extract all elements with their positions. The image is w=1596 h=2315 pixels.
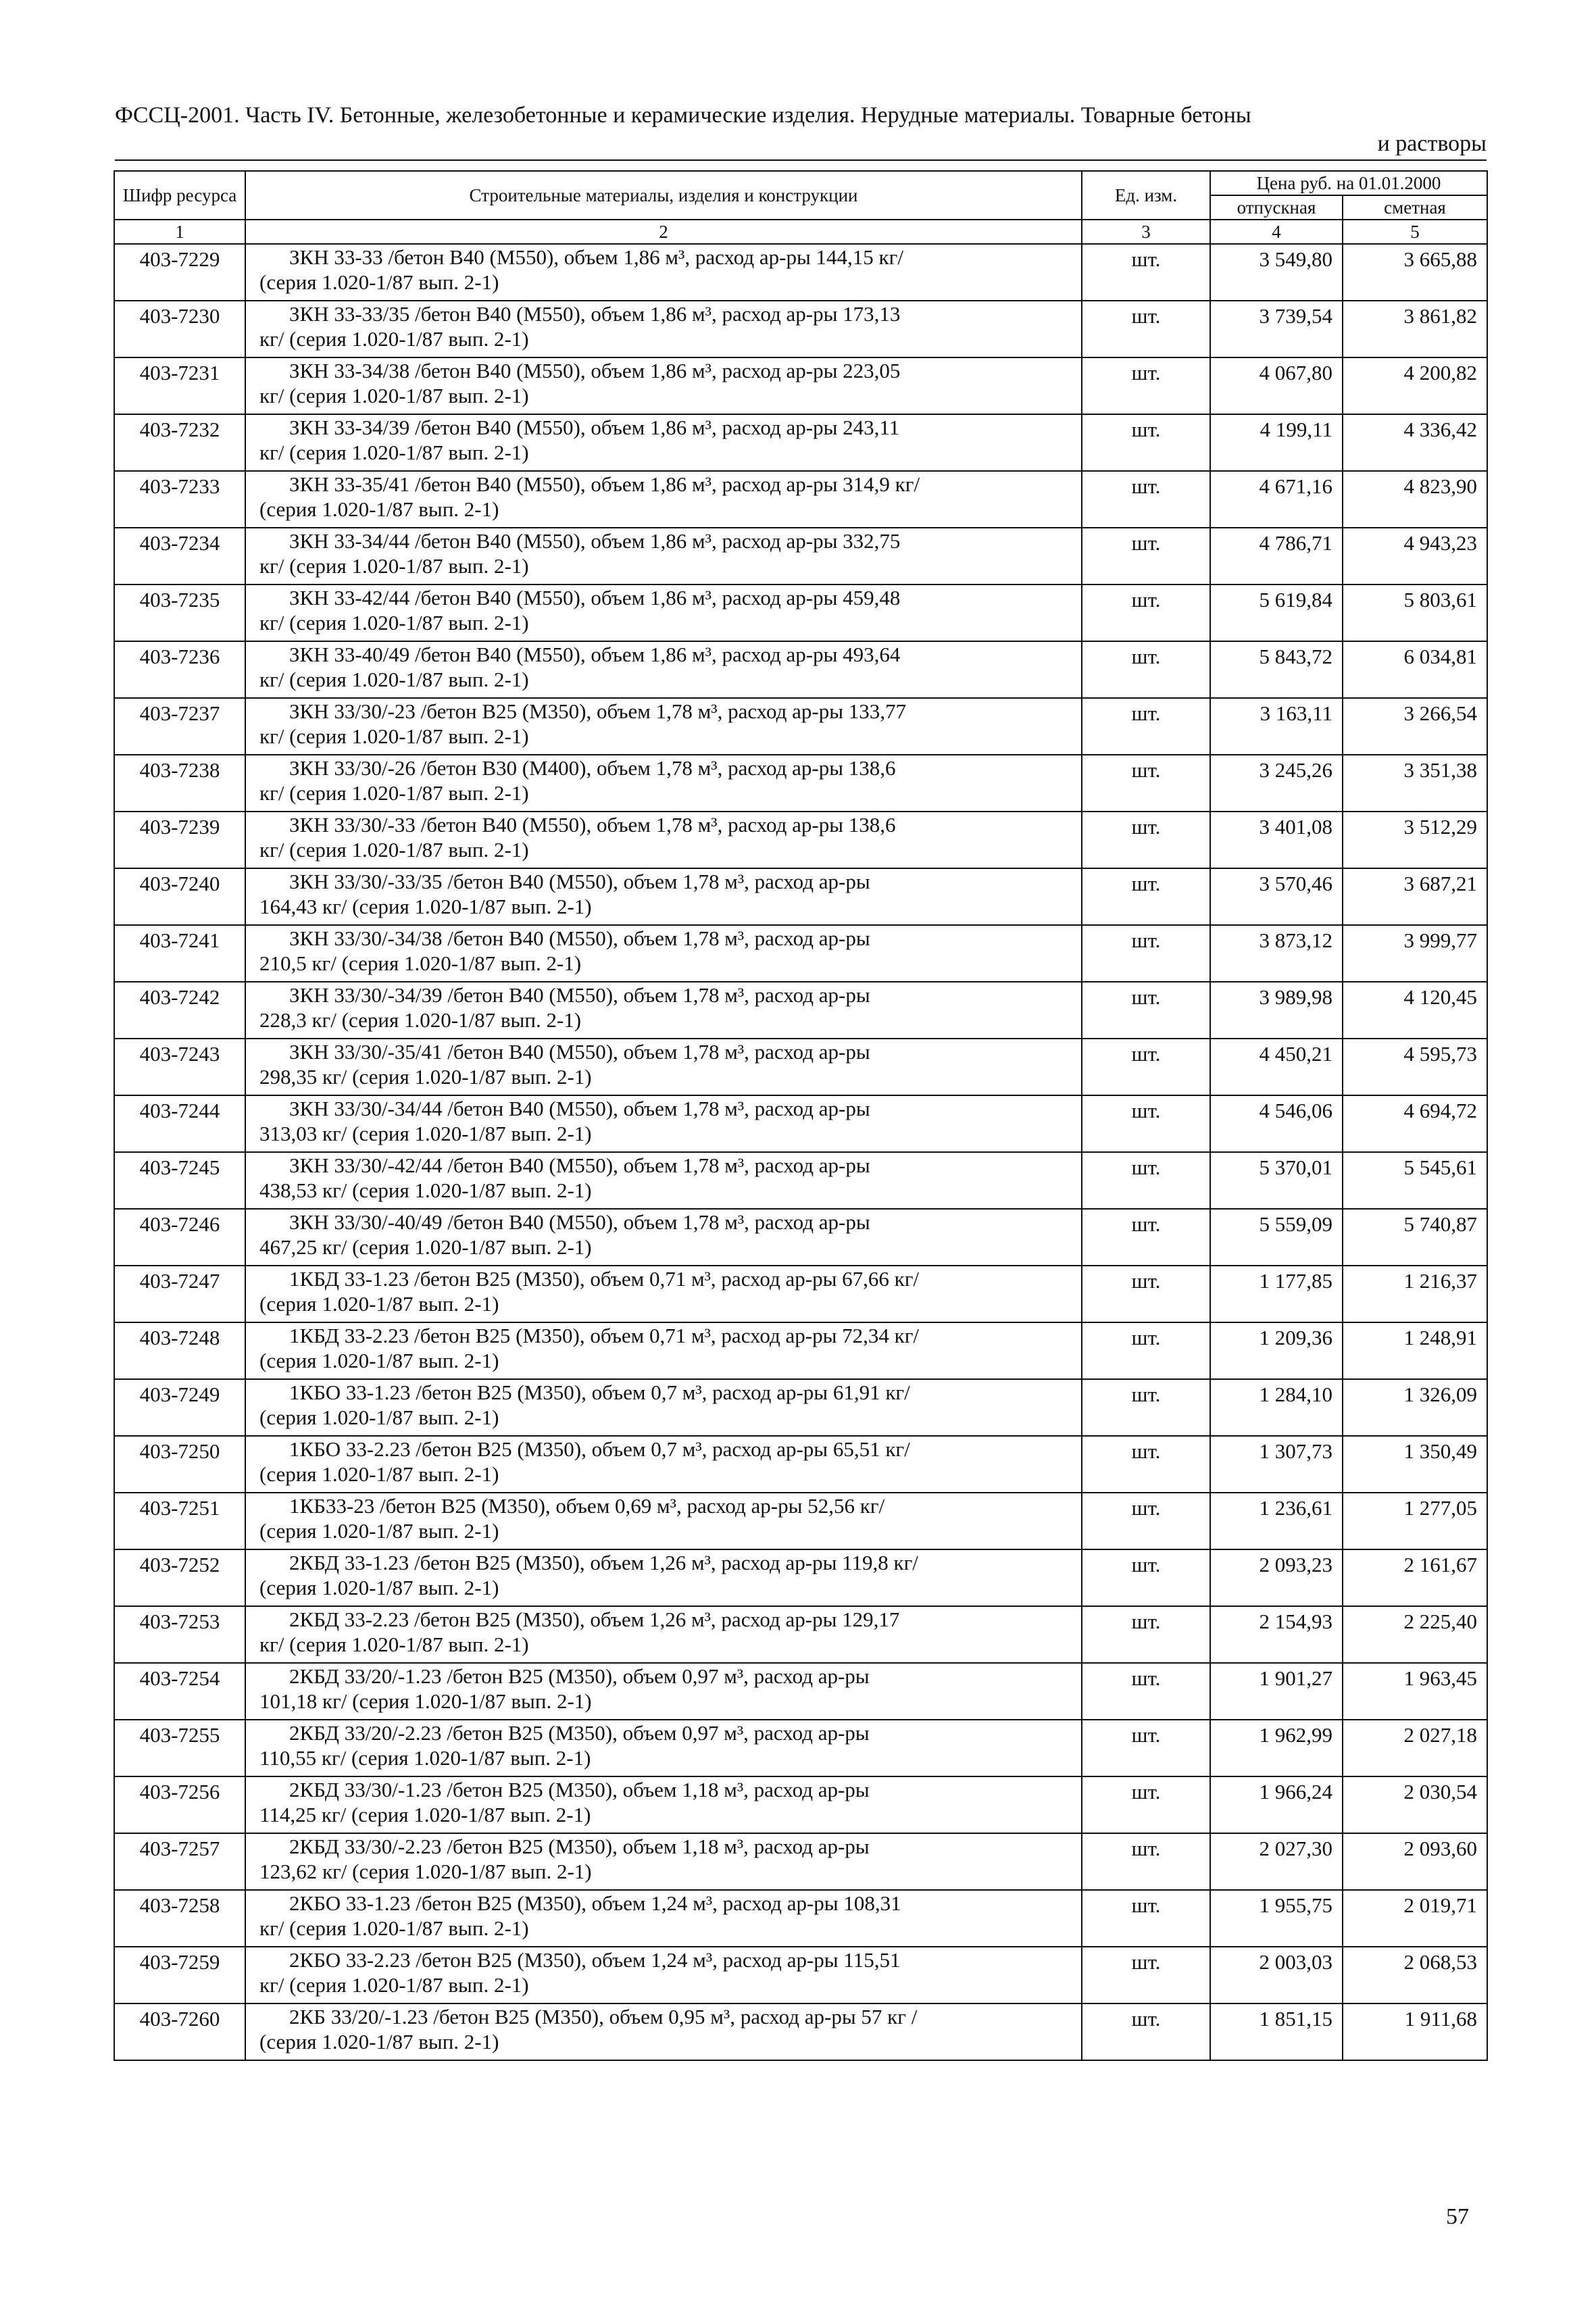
- material-description: [245, 812, 1082, 868]
- release-price-cell: 1 955,75: [1210, 1890, 1343, 1947]
- description-line-2: (серия 1.020-1/87 вып. 2-1): [259, 1405, 499, 1429]
- release-price-cell: 2 154,93: [1210, 1606, 1343, 1663]
- release-price-cell: 1 177,85: [1210, 1266, 1343, 1322]
- unit-cell: шт.: [1082, 471, 1210, 528]
- unit-cell: шт.: [1082, 1322, 1210, 1379]
- description-line-1: 1КБ33-23 /бетон В25 (М350), объем 0,69 м³, расход ар-ры 52,56 кг/: [289, 1494, 885, 1518]
- description-line-1: ЗКН 33/30/-26 /бетон В30 (М400), объем 1,78 м³, расход ар-ры 138,6: [289, 756, 896, 780]
- unit-cell: шт.: [1082, 414, 1210, 471]
- description-line-2: (серия 1.020-1/87 вып. 2-1): [259, 2030, 499, 2053]
- table-row: [114, 812, 1487, 868]
- release-price-cell: 3 570,46: [1210, 868, 1343, 925]
- unit-cell: шт.: [1082, 925, 1210, 982]
- header-price-estimate: сметная: [1343, 195, 1487, 220]
- page-title: [115, 101, 1487, 158]
- release-price-cell: 5 619,84: [1210, 584, 1343, 641]
- unit-cell: шт.: [1082, 528, 1210, 584]
- description-line-1: ЗКН 33-34/38 /бетон В40 (М550), объем 1,86 м³, расход ар-ры 223,05: [289, 359, 901, 382]
- material-description: [245, 1720, 1082, 1776]
- column-number: 2: [245, 220, 1082, 244]
- release-price-cell: 1 966,24: [1210, 1776, 1343, 1833]
- description-line-2: (серия 1.020-1/87 вып. 2-1): [259, 1519, 499, 1543]
- description-line-1: ЗКН 33-34/44 /бетон В40 (М550), объем 1,86 м³, расход ар-ры 332,75: [289, 529, 901, 553]
- description-line-2: кг/ (серия 1.020-1/87 вып. 2-1): [259, 724, 529, 748]
- material-description: [245, 471, 1082, 528]
- material-description: [245, 1436, 1082, 1493]
- release-price-cell: 3 989,98: [1210, 982, 1343, 1039]
- material-description: [245, 868, 1082, 925]
- estimate-price-cell: 2 019,71: [1343, 1890, 1487, 1947]
- release-price-cell: 1 962,99: [1210, 1720, 1343, 1776]
- unit-cell: шт.: [1082, 1606, 1210, 1663]
- material-description: [245, 1663, 1082, 1720]
- table-row: [114, 1663, 1487, 1720]
- unit-cell: шт.: [1082, 755, 1210, 812]
- material-description: [245, 641, 1082, 698]
- table-row: [114, 1549, 1487, 1606]
- release-price-cell: 3 739,54: [1210, 301, 1343, 357]
- table-row: [114, 1606, 1487, 1663]
- estimate-price-cell: 1 963,45: [1343, 1663, 1487, 1720]
- estimate-price-cell: 6 034,81: [1343, 641, 1487, 698]
- estimate-price-cell: 5 545,61: [1343, 1152, 1487, 1209]
- table-row: [114, 1947, 1487, 2003]
- description-line-1: 2КБД 33-2.23 /бетон В25 (М350), объем 1,26 м³, расход ар-ры 129,17: [289, 1608, 900, 1631]
- description-line-2: кг/ (серия 1.020-1/87 вып. 2-1): [259, 1633, 529, 1656]
- resource-code: 403-7232: [114, 414, 245, 471]
- material-description: [245, 1606, 1082, 1663]
- description-line-2: (серия 1.020-1/87 вып. 2-1): [259, 1349, 499, 1372]
- resource-code: 403-7243: [114, 1039, 245, 1095]
- description-line-2: 210,5 кг/ (серия 1.020-1/87 вып. 2-1): [259, 951, 582, 975]
- release-price-cell: 5 843,72: [1210, 641, 1343, 698]
- resource-code: 403-7251: [114, 1493, 245, 1549]
- table-row: [114, 1039, 1487, 1095]
- material-description: [245, 698, 1082, 755]
- unit-cell: шт.: [1082, 1720, 1210, 1776]
- column-number: 4: [1210, 220, 1343, 244]
- estimate-price-cell: 4 200,82: [1343, 357, 1487, 414]
- material-description: [245, 1095, 1082, 1152]
- unit-cell: шт.: [1082, 244, 1210, 301]
- table-row: [114, 357, 1487, 414]
- estimate-price-cell: 3 665,88: [1343, 244, 1487, 301]
- estimate-price-cell: 1 277,05: [1343, 1493, 1487, 1549]
- price-table: [114, 170, 1488, 2061]
- resource-code: 403-7250: [114, 1436, 245, 1493]
- release-price-cell: 1 284,10: [1210, 1379, 1343, 1436]
- description-line-2: кг/ (серия 1.020-1/87 вып. 2-1): [259, 781, 529, 805]
- table-row: [114, 2003, 1487, 2060]
- resource-code: 403-7252: [114, 1549, 245, 1606]
- estimate-price-cell: 3 266,54: [1343, 698, 1487, 755]
- material-description: [245, 925, 1082, 982]
- description-line-2: (серия 1.020-1/87 вып. 2-1): [259, 1462, 499, 1486]
- table-row: [114, 414, 1487, 471]
- material-description: [245, 1266, 1082, 1322]
- description-line-1: ЗКН 33/30/-33 /бетон В40 (М550), объем 1,78 м³, расход ар-ры 138,6: [289, 813, 896, 837]
- header-price-group: Цена руб. на 01.01.2000: [1210, 171, 1487, 195]
- description-line-1: ЗКН 33/30/-34/39 /бетон В40 (М550), объем 1,78 м³, расход ар-ры: [289, 983, 870, 1007]
- description-line-2: кг/ (серия 1.020-1/87 вып. 2-1): [259, 838, 529, 862]
- description-line-1: ЗКН 33-42/44 /бетон В40 (М550), объем 1,86 м³, расход ар-ры 459,48: [289, 586, 901, 609]
- release-price-cell: 1 209,36: [1210, 1322, 1343, 1379]
- material-description: [245, 1947, 1082, 2003]
- unit-cell: шт.: [1082, 1776, 1210, 1833]
- estimate-price-cell: 3 512,29: [1343, 812, 1487, 868]
- release-price-cell: 3 873,12: [1210, 925, 1343, 982]
- material-description: [245, 1776, 1082, 1833]
- material-description: [245, 2003, 1082, 2060]
- release-price-cell: 4 671,16: [1210, 471, 1343, 528]
- description-line-1: ЗКН 33/30/-42/44 /бетон В40 (М550), объем 1,78 м³, расход ар-ры: [289, 1153, 870, 1177]
- estimate-price-cell: 1 326,09: [1343, 1379, 1487, 1436]
- estimate-price-cell: 2 093,60: [1343, 1833, 1487, 1890]
- release-price-cell: 3 549,80: [1210, 244, 1343, 301]
- description-line-1: 2КБД 33-1.23 /бетон В25 (М350), объем 1,26 м³, расход ар-ры 119,8 кг/: [289, 1551, 918, 1574]
- estimate-price-cell: 3 861,82: [1343, 301, 1487, 357]
- description-line-1: 1КБО 33-1.23 /бетон В25 (М350), объем 0,7 м³, расход ар-ры 61,91 кг/: [289, 1380, 910, 1404]
- release-price-cell: 4 786,71: [1210, 528, 1343, 584]
- material-description: [245, 1549, 1082, 1606]
- resource-code: 403-7256: [114, 1776, 245, 1833]
- estimate-price-cell: 4 120,45: [1343, 982, 1487, 1039]
- estimate-price-cell: 3 687,21: [1343, 868, 1487, 925]
- header-description: Строительные материалы, изделия и конструкции: [245, 171, 1082, 220]
- estimate-price-cell: 5 740,87: [1343, 1209, 1487, 1266]
- material-description: [245, 1152, 1082, 1209]
- resource-code: 403-7238: [114, 755, 245, 812]
- table-row: [114, 1095, 1487, 1152]
- table-row: [114, 471, 1487, 528]
- description-line-1: ЗКН 33/30/-40/49 /бетон В40 (М550), объем 1,78 м³, расход ар-ры: [289, 1210, 870, 1234]
- release-price-cell: 4 199,11: [1210, 414, 1343, 471]
- description-line-2: кг/ (серия 1.020-1/87 вып. 2-1): [259, 327, 529, 351]
- unit-cell: шт.: [1082, 2003, 1210, 2060]
- release-price-cell: 4 546,06: [1210, 1095, 1343, 1152]
- header-unit: Ед. изм.: [1082, 171, 1210, 220]
- description-line-1: 2КБО 33-1.23 /бетон В25 (М350), объем 1,24 м³, расход ар-ры 108,31: [289, 1891, 901, 1915]
- column-number: 3: [1082, 220, 1210, 244]
- page-number: 57: [1446, 2204, 1469, 2229]
- title-line-1: ФССЦ-2001. Часть IV. Бетонные, железобетонные и керамические изделия. Нерудные материалы. Товарные бетоны: [115, 103, 1251, 128]
- unit-cell: шт.: [1082, 1493, 1210, 1549]
- resource-code: 403-7231: [114, 357, 245, 414]
- table-row: [114, 1776, 1487, 1833]
- material-description: [245, 1322, 1082, 1379]
- table-row: [114, 1379, 1487, 1436]
- resource-code: 403-7246: [114, 1209, 245, 1266]
- table-row: [114, 1322, 1487, 1379]
- resource-code: 403-7254: [114, 1663, 245, 1720]
- description-line-1: 2КБ 33/20/-1.23 /бетон В25 (М350), объем 0,95 м³, расход ар-ры 57 кг /: [289, 2005, 918, 2028]
- resource-code: 403-7249: [114, 1379, 245, 1436]
- table-row: [114, 301, 1487, 357]
- estimate-price-cell: 2 161,67: [1343, 1549, 1487, 1606]
- resource-code: 403-7244: [114, 1095, 245, 1152]
- table-row: [114, 1266, 1487, 1322]
- description-line-1: ЗКН 33-35/41 /бетон В40 (М550), объем 1,86 м³, расход ар-ры 314,9 кг/: [289, 472, 920, 496]
- table-row: [114, 925, 1487, 982]
- material-description: [245, 1379, 1082, 1436]
- description-line-2: 228,3 кг/ (серия 1.020-1/87 вып. 2-1): [259, 1008, 582, 1032]
- release-price-cell: 1 236,61: [1210, 1493, 1343, 1549]
- estimate-price-cell: 4 943,23: [1343, 528, 1487, 584]
- resource-code: 403-7233: [114, 471, 245, 528]
- header-price-release: отпускная: [1210, 195, 1343, 220]
- estimate-price-cell: 1 350,49: [1343, 1436, 1487, 1493]
- table-row: [114, 698, 1487, 755]
- description-line-2: (серия 1.020-1/87 вып. 2-1): [259, 270, 499, 294]
- resource-code: 403-7253: [114, 1606, 245, 1663]
- material-description: [245, 1039, 1082, 1095]
- description-line-1: 2КБО 33-2.23 /бетон В25 (М350), объем 1,24 м³, расход ар-ры 115,51: [289, 1948, 901, 1972]
- unit-cell: шт.: [1082, 1039, 1210, 1095]
- description-line-2: 298,35 кг/ (серия 1.020-1/87 вып. 2-1): [259, 1065, 592, 1089]
- description-line-2: кг/ (серия 1.020-1/87 вып. 2-1): [259, 1973, 529, 1997]
- release-price-cell: 1 851,15: [1210, 2003, 1343, 2060]
- release-price-cell: 5 370,01: [1210, 1152, 1343, 1209]
- estimate-price-cell: 4 595,73: [1343, 1039, 1487, 1095]
- estimate-price-cell: 1 248,91: [1343, 1322, 1487, 1379]
- description-line-1: ЗКН 33/30/-34/38 /бетон В40 (М550), объем 1,78 м³, расход ар-ры: [289, 926, 870, 950]
- release-price-cell: 2 027,30: [1210, 1833, 1343, 1890]
- description-line-1: 1КБД 33-2.23 /бетон В25 (М350), объем 0,71 м³, расход ар-ры 72,34 кг/: [289, 1324, 920, 1347]
- resource-code: 403-7260: [114, 2003, 245, 2060]
- resource-code: 403-7242: [114, 982, 245, 1039]
- title-line-2: и растворы: [1377, 131, 1487, 156]
- release-price-cell: 2 093,23: [1210, 1549, 1343, 1606]
- release-price-cell: 3 245,26: [1210, 755, 1343, 812]
- table-body: [114, 244, 1487, 2060]
- description-line-1: 2КБД 33/30/-1.23 /бетон В25 (М350), объем 1,18 м³, расход ар-ры: [289, 1778, 870, 1801]
- description-line-2: кг/ (серия 1.020-1/87 вып. 2-1): [259, 554, 529, 578]
- resource-code: 403-7258: [114, 1890, 245, 1947]
- unit-cell: шт.: [1082, 1266, 1210, 1322]
- unit-cell: шт.: [1082, 641, 1210, 698]
- description-line-2: кг/ (серия 1.020-1/87 вып. 2-1): [259, 1916, 529, 1940]
- table-row: [114, 1152, 1487, 1209]
- description-line-2: (серия 1.020-1/87 вып. 2-1): [259, 1576, 499, 1599]
- table-row: [114, 1890, 1487, 1947]
- description-line-2: 313,03 кг/ (серия 1.020-1/87 вып. 2-1): [259, 1122, 592, 1145]
- table-row: [114, 641, 1487, 698]
- estimate-price-cell: 2 030,54: [1343, 1776, 1487, 1833]
- material-description: [245, 1890, 1082, 1947]
- estimate-price-cell: 2 068,53: [1343, 1947, 1487, 2003]
- estimate-price-cell: 2 027,18: [1343, 1720, 1487, 1776]
- material-description: [245, 357, 1082, 414]
- release-price-cell: 1 307,73: [1210, 1436, 1343, 1493]
- description-line-2: кг/ (серия 1.020-1/87 вып. 2-1): [259, 611, 529, 634]
- description-line-2: 164,43 кг/ (серия 1.020-1/87 вып. 2-1): [259, 895, 592, 918]
- description-line-1: 2КБД 33/30/-2.23 /бетон В25 (М350), объем 1,18 м³, расход ар-ры: [289, 1835, 870, 1858]
- resource-code: 403-7230: [114, 301, 245, 357]
- unit-cell: шт.: [1082, 1095, 1210, 1152]
- resource-code: 403-7239: [114, 812, 245, 868]
- description-line-1: ЗКН 33-33 /бетон В40 (М550), объем 1,86 м³, расход ар-ры 144,15 кг/: [289, 245, 903, 269]
- column-number: 1: [114, 220, 245, 244]
- unit-cell: шт.: [1082, 982, 1210, 1039]
- resource-code: 403-7257: [114, 1833, 245, 1890]
- unit-cell: шт.: [1082, 1663, 1210, 1720]
- material-description: [245, 244, 1082, 301]
- table-row: [114, 1833, 1487, 1890]
- resource-code: 403-7255: [114, 1720, 245, 1776]
- estimate-price-cell: 4 823,90: [1343, 471, 1487, 528]
- resource-code: 403-7235: [114, 584, 245, 641]
- resource-code: 403-7240: [114, 868, 245, 925]
- description-line-1: ЗКН 33/30/-34/44 /бетон В40 (М550), объем 1,78 м³, расход ар-ры: [289, 1097, 870, 1120]
- table-row: [114, 982, 1487, 1039]
- material-description: [245, 584, 1082, 641]
- description-line-1: ЗКН 33/30/-23 /бетон В25 (М350), объем 1,78 м³, расход ар-ры 133,77: [289, 699, 907, 723]
- unit-cell: шт.: [1082, 301, 1210, 357]
- description-line-2: 467,25 кг/ (серия 1.020-1/87 вып. 2-1): [259, 1235, 592, 1259]
- description-line-2: кг/ (серия 1.020-1/87 вып. 2-1): [259, 668, 529, 691]
- table-row: [114, 528, 1487, 584]
- description-line-2: 101,18 кг/ (серия 1.020-1/87 вып. 2-1): [259, 1689, 592, 1713]
- resource-code: 403-7229: [114, 244, 245, 301]
- unit-cell: шт.: [1082, 812, 1210, 868]
- release-price-cell: 1 901,27: [1210, 1663, 1343, 1720]
- unit-cell: шт.: [1082, 1833, 1210, 1890]
- unit-cell: шт.: [1082, 1379, 1210, 1436]
- table-header: [114, 171, 1487, 244]
- resource-code: 403-7237: [114, 698, 245, 755]
- table-row: [114, 1720, 1487, 1776]
- estimate-price-cell: 1 911,68: [1343, 2003, 1487, 2060]
- description-line-1: 1КБО 33-2.23 /бетон В25 (М350), объем 0,7 м³, расход ар-ры 65,51 кг/: [289, 1437, 910, 1461]
- description-line-2: 114,25 кг/ (серия 1.020-1/87 вып. 2-1): [259, 1803, 591, 1826]
- material-description: [245, 301, 1082, 357]
- table-row: [114, 868, 1487, 925]
- title-divider: [115, 159, 1487, 161]
- resource-code: 403-7234: [114, 528, 245, 584]
- description-line-2: кг/ (серия 1.020-1/87 вып. 2-1): [259, 441, 529, 464]
- estimate-price-cell: 1 216,37: [1343, 1266, 1487, 1322]
- estimate-price-cell: 2 225,40: [1343, 1606, 1487, 1663]
- table-row: [114, 1209, 1487, 1266]
- unit-cell: шт.: [1082, 698, 1210, 755]
- release-price-cell: 3 401,08: [1210, 812, 1343, 868]
- estimate-price-cell: 4 694,72: [1343, 1095, 1487, 1152]
- unit-cell: шт.: [1082, 1436, 1210, 1493]
- estimate-price-cell: 3 999,77: [1343, 925, 1487, 982]
- description-line-2: 123,62 кг/ (серия 1.020-1/87 вып. 2-1): [259, 1860, 592, 1883]
- description-line-2: 110,55 кг/ (серия 1.020-1/87 вып. 2-1): [259, 1746, 591, 1770]
- header-code: Шифр ресурса: [114, 171, 245, 220]
- material-description: [245, 1209, 1082, 1266]
- description-line-1: ЗКН 33-33/35 /бетон В40 (М550), объем 1,86 м³, расход ар-ры 173,13: [289, 302, 901, 326]
- unit-cell: шт.: [1082, 1549, 1210, 1606]
- unit-cell: шт.: [1082, 1209, 1210, 1266]
- resource-code: 403-7236: [114, 641, 245, 698]
- description-line-1: 2КБД 33/20/-1.23 /бетон В25 (М350), объем 0,97 м³, расход ар-ры: [289, 1664, 870, 1688]
- description-line-1: ЗКН 33-40/49 /бетон В40 (М550), объем 1,86 м³, расход ар-ры 493,64: [289, 643, 901, 666]
- material-description: [245, 1833, 1082, 1890]
- estimate-price-cell: 3 351,38: [1343, 755, 1487, 812]
- estimate-price-cell: 5 803,61: [1343, 584, 1487, 641]
- material-description: [245, 528, 1082, 584]
- description-line-2: 438,53 кг/ (серия 1.020-1/87 вып. 2-1): [259, 1178, 592, 1202]
- material-description: [245, 755, 1082, 812]
- unit-cell: шт.: [1082, 868, 1210, 925]
- table-row: [114, 755, 1487, 812]
- release-price-cell: 4 067,80: [1210, 357, 1343, 414]
- release-price-cell: 3 163,11: [1210, 698, 1343, 755]
- description-line-2: (серия 1.020-1/87 вып. 2-1): [259, 497, 499, 521]
- resource-code: 403-7259: [114, 1947, 245, 2003]
- description-line-1: ЗКН 33-34/39 /бетон В40 (М550), объем 1,86 м³, расход ар-ры 243,11: [289, 416, 900, 439]
- description-line-2: (серия 1.020-1/87 вып. 2-1): [259, 1292, 499, 1316]
- table-row: [114, 244, 1487, 301]
- resource-code: 403-7248: [114, 1322, 245, 1379]
- material-description: [245, 982, 1082, 1039]
- table-row: [114, 1493, 1487, 1549]
- table-row: [114, 1436, 1487, 1493]
- description-line-1: ЗКН 33/30/-33/35 /бетон В40 (М550), объем 1,78 м³, расход ар-ры: [289, 870, 870, 893]
- material-description: [245, 414, 1082, 471]
- unit-cell: шт.: [1082, 1152, 1210, 1209]
- unit-cell: шт.: [1082, 1890, 1210, 1947]
- resource-code: 403-7241: [114, 925, 245, 982]
- unit-cell: шт.: [1082, 584, 1210, 641]
- resource-code: 403-7245: [114, 1152, 245, 1209]
- estimate-price-cell: 4 336,42: [1343, 414, 1487, 471]
- description-line-1: 1КБД 33-1.23 /бетон В25 (М350), объем 0,71 м³, расход ар-ры 67,66 кг/: [289, 1267, 920, 1291]
- unit-cell: шт.: [1082, 357, 1210, 414]
- material-description: [245, 1493, 1082, 1549]
- release-price-cell: 4 450,21: [1210, 1039, 1343, 1095]
- release-price-cell: 2 003,03: [1210, 1947, 1343, 2003]
- description-line-2: кг/ (серия 1.020-1/87 вып. 2-1): [259, 384, 529, 407]
- table-row: [114, 584, 1487, 641]
- description-line-1: ЗКН 33/30/-35/41 /бетон В40 (М550), объем 1,78 м³, расход ар-ры: [289, 1040, 870, 1064]
- resource-code: 403-7247: [114, 1266, 245, 1322]
- column-number: 5: [1343, 220, 1487, 244]
- description-line-1: 2КБД 33/20/-2.23 /бетон В25 (М350), объем 0,97 м³, расход ар-ры: [289, 1721, 870, 1745]
- release-price-cell: 5 559,09: [1210, 1209, 1343, 1266]
- unit-cell: шт.: [1082, 1947, 1210, 2003]
